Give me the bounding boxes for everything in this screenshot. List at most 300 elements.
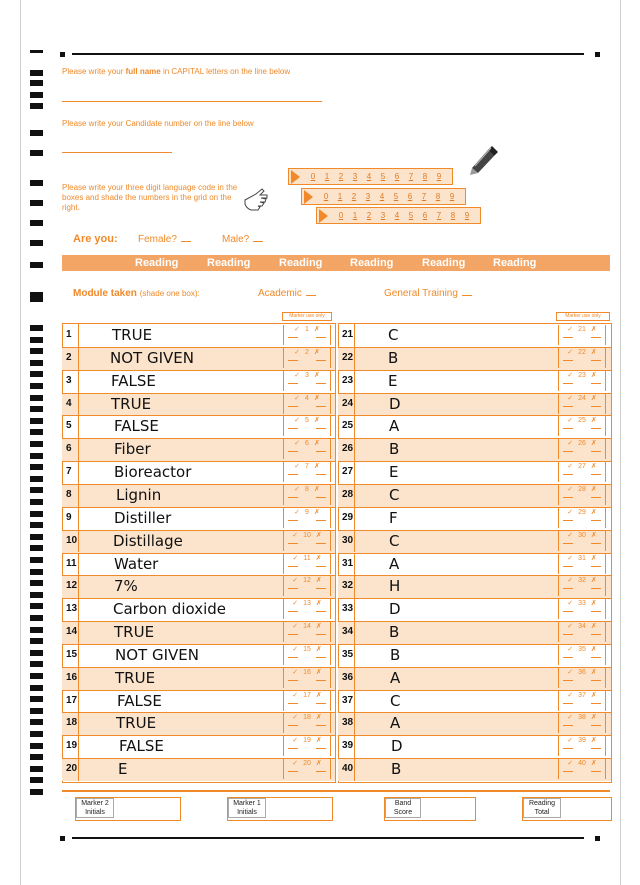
male-option[interactable]: Male? bbox=[222, 234, 263, 245]
row-divider bbox=[354, 484, 355, 507]
answer-text[interactable]: C bbox=[388, 326, 399, 344]
tick-icon: ✓ bbox=[567, 600, 574, 608]
answer-text[interactable]: B bbox=[391, 760, 402, 779]
question-number: 17 bbox=[66, 694, 78, 706]
cross-icon: ✗ bbox=[590, 394, 597, 402]
answer-text[interactable]: A bbox=[389, 417, 400, 436]
marker-box[interactable] bbox=[558, 759, 606, 779]
answer-text[interactable]: A bbox=[390, 714, 401, 733]
tick-icon: ✓ bbox=[567, 577, 574, 585]
marker-question-number: 24 bbox=[578, 394, 586, 402]
marker-box[interactable] bbox=[283, 416, 331, 436]
marker-question-number: 15 bbox=[303, 645, 311, 653]
digit-option[interactable]: 5 bbox=[393, 192, 399, 201]
timing-mark bbox=[30, 592, 43, 598]
marker-box[interactable] bbox=[283, 439, 331, 459]
corner-mark bbox=[60, 836, 65, 841]
question-number: 32 bbox=[342, 580, 354, 592]
marker-question-number: 13 bbox=[303, 600, 311, 608]
marker-question-number: 7 bbox=[305, 463, 309, 471]
row-divider bbox=[78, 735, 79, 758]
timing-mark bbox=[30, 180, 43, 186]
timing-mark bbox=[30, 685, 43, 691]
marker-question-number: 10 bbox=[303, 531, 311, 539]
cross-icon: ✗ bbox=[590, 760, 597, 768]
language-code-digit-strip-1[interactable] bbox=[288, 168, 453, 185]
answer-text[interactable]: TRUE bbox=[115, 668, 156, 687]
digit-option[interactable]: 9 bbox=[436, 172, 442, 181]
row-divider bbox=[354, 530, 355, 553]
question-number: 2 bbox=[66, 351, 72, 363]
question-number: 34 bbox=[342, 626, 354, 638]
question-number: 12 bbox=[66, 580, 78, 592]
row-divider bbox=[354, 347, 355, 370]
question-number: 29 bbox=[342, 511, 354, 523]
timing-mark bbox=[30, 337, 43, 343]
answer-text[interactable]: C bbox=[389, 485, 400, 504]
timing-mark bbox=[30, 371, 43, 377]
page-edge-left bbox=[20, 0, 21, 885]
row-divider bbox=[78, 553, 79, 576]
cross-icon: ✗ bbox=[315, 714, 322, 722]
digit-option[interactable]: 8 bbox=[422, 172, 428, 181]
marker-question-number: 33 bbox=[578, 600, 586, 608]
cross-icon: ✗ bbox=[315, 531, 322, 539]
tick-icon: ✓ bbox=[294, 348, 301, 356]
row-divider bbox=[78, 324, 79, 347]
marker-box[interactable] bbox=[283, 325, 331, 345]
tick-icon: ✓ bbox=[567, 760, 574, 768]
marker-question-number: 28 bbox=[578, 485, 586, 493]
answer-text[interactable]: E bbox=[118, 760, 128, 779]
marker-question-number: 18 bbox=[303, 714, 311, 722]
marker-question-number: 31 bbox=[578, 554, 586, 562]
answer-text[interactable]: FALSE bbox=[117, 691, 162, 710]
marker-box[interactable] bbox=[558, 599, 606, 619]
timing-mark bbox=[30, 395, 43, 401]
row-divider bbox=[78, 644, 79, 667]
digit-option[interactable]: 5 bbox=[408, 211, 414, 220]
tick-icon: ✓ bbox=[292, 714, 299, 722]
answer-text[interactable]: FALSE bbox=[114, 417, 159, 436]
row-divider bbox=[78, 347, 79, 370]
timing-mark bbox=[30, 130, 43, 136]
tick-icon: ✓ bbox=[567, 326, 574, 333]
digit-option[interactable]: 6 bbox=[422, 211, 428, 220]
marker-question-number: 34 bbox=[578, 623, 586, 631]
marker-question-number: 2 bbox=[305, 348, 309, 356]
answer-text[interactable]: FALSE bbox=[111, 371, 156, 390]
row-divider bbox=[78, 370, 79, 393]
timing-mark bbox=[30, 557, 43, 563]
marker-box[interactable] bbox=[558, 713, 606, 733]
cross-icon: ✗ bbox=[590, 623, 597, 631]
question-number: 33 bbox=[342, 603, 354, 615]
row-divider bbox=[354, 621, 355, 644]
answer-text[interactable]: D bbox=[391, 737, 403, 756]
row-divider bbox=[354, 415, 355, 438]
marker-box[interactable] bbox=[558, 736, 606, 756]
question-number: 11 bbox=[66, 557, 77, 569]
digit-option[interactable]: 8 bbox=[435, 192, 441, 201]
row-divider bbox=[78, 712, 79, 735]
marker-box[interactable] bbox=[558, 508, 606, 528]
cross-icon: ✗ bbox=[590, 371, 597, 379]
question-number: 36 bbox=[342, 671, 354, 683]
timing-mark bbox=[30, 240, 43, 246]
marker-box[interactable] bbox=[558, 645, 606, 665]
marker-box[interactable] bbox=[283, 622, 331, 642]
question-number: 5 bbox=[66, 420, 72, 432]
answer-text[interactable]: D bbox=[389, 600, 401, 619]
cross-icon: ✗ bbox=[315, 577, 322, 585]
cross-icon: ✗ bbox=[590, 714, 597, 722]
general-training-option[interactable]: General Training bbox=[384, 288, 472, 299]
marker-box[interactable] bbox=[283, 576, 331, 596]
marker-question-number: 36 bbox=[578, 668, 586, 676]
answer-text[interactable]: Fiber bbox=[114, 440, 151, 459]
question-number: 31 bbox=[342, 557, 354, 569]
marker-box[interactable] bbox=[558, 622, 606, 642]
marker-box[interactable] bbox=[558, 394, 606, 414]
answer-text[interactable]: TRUE bbox=[112, 326, 153, 344]
reading-total-label: Reading Total bbox=[523, 798, 561, 818]
row-divider bbox=[78, 461, 79, 484]
answer-text[interactable]: Distillage bbox=[113, 531, 183, 550]
question-number: 3 bbox=[66, 374, 72, 386]
gender-question: Are you: bbox=[73, 233, 118, 245]
language-code-digit-strip-3[interactable] bbox=[316, 207, 481, 224]
answer-text[interactable]: TRUE bbox=[111, 394, 152, 413]
answer-text[interactable]: 7% bbox=[114, 577, 138, 596]
marker-box[interactable] bbox=[283, 736, 331, 756]
digit-option[interactable]: 0 bbox=[323, 192, 329, 201]
marker-box[interactable] bbox=[283, 462, 331, 482]
question-number: 30 bbox=[342, 534, 354, 546]
marker-box[interactable] bbox=[283, 691, 331, 711]
cross-icon: ✗ bbox=[313, 485, 320, 493]
answer-text[interactable]: TRUE bbox=[114, 623, 155, 642]
tick-icon: ✓ bbox=[292, 623, 299, 631]
timing-mark bbox=[30, 754, 43, 760]
cross-icon: ✗ bbox=[313, 508, 320, 516]
timing-mark bbox=[30, 453, 43, 459]
digit-option[interactable]: 9 bbox=[449, 192, 455, 201]
cross-icon: ✗ bbox=[315, 691, 322, 699]
cross-icon: ✗ bbox=[590, 326, 597, 333]
band-label: Reading bbox=[422, 257, 466, 269]
marker-box[interactable] bbox=[283, 394, 331, 414]
marker-box[interactable] bbox=[283, 668, 331, 688]
digit-option[interactable]: 2 bbox=[338, 172, 344, 181]
digit-option[interactable]: 4 bbox=[394, 211, 400, 220]
digit-option[interactable]: 0 bbox=[338, 211, 344, 220]
cross-icon: ✗ bbox=[590, 691, 597, 699]
timing-mark bbox=[30, 418, 43, 424]
row-divider bbox=[78, 667, 79, 690]
female-option[interactable]: Female? bbox=[138, 234, 191, 245]
tick-icon: ✓ bbox=[567, 668, 574, 676]
timing-mark bbox=[30, 511, 43, 517]
tick-icon: ✓ bbox=[294, 463, 301, 471]
timing-mark bbox=[30, 292, 43, 302]
answer-text[interactable]: Water bbox=[114, 554, 159, 573]
tick-icon: ✓ bbox=[294, 508, 301, 516]
marker-box[interactable] bbox=[558, 531, 606, 551]
digit-option[interactable]: 1 bbox=[337, 192, 343, 201]
academic-option[interactable]: Academic bbox=[258, 288, 316, 299]
timing-mark bbox=[30, 80, 43, 86]
cross-icon: ✗ bbox=[590, 348, 597, 356]
band-label: Reading bbox=[135, 257, 179, 269]
digit-option[interactable]: 7 bbox=[436, 211, 442, 220]
tick-icon: ✓ bbox=[567, 508, 574, 516]
question-number: 16 bbox=[66, 671, 78, 683]
marker-box[interactable] bbox=[558, 348, 606, 368]
timing-mark bbox=[30, 348, 43, 354]
row-divider bbox=[354, 575, 355, 598]
digit-option[interactable]: 2 bbox=[351, 192, 357, 201]
tick-icon: ✓ bbox=[567, 531, 574, 539]
footer-rule bbox=[62, 790, 610, 792]
language-code-digit-strip-2[interactable] bbox=[301, 188, 466, 205]
timing-mark bbox=[30, 569, 43, 575]
cross-icon: ✗ bbox=[315, 600, 322, 608]
question-number: 37 bbox=[342, 694, 354, 706]
marker-question-number: 40 bbox=[578, 760, 586, 768]
marker-box[interactable] bbox=[558, 325, 606, 345]
answer-text[interactable]: C bbox=[389, 531, 400, 550]
answer-text[interactable]: H bbox=[389, 577, 401, 596]
tick-icon: ✓ bbox=[294, 326, 301, 333]
marker-box[interactable] bbox=[283, 554, 331, 574]
digit-option[interactable]: 6 bbox=[394, 172, 400, 181]
digit-option[interactable]: 9 bbox=[464, 211, 470, 220]
question-number: 21 bbox=[342, 329, 354, 340]
cross-icon: ✗ bbox=[590, 645, 597, 653]
language-code-instruction: Please write your three digit language code in the boxes and shade the numbers in the grid on the right. bbox=[62, 183, 238, 212]
marker-question-number: 38 bbox=[578, 714, 586, 722]
marker-question-number: 32 bbox=[578, 577, 586, 585]
corner-mark bbox=[595, 52, 600, 57]
digit-option[interactable]: 2 bbox=[366, 211, 372, 220]
bottom-rule bbox=[72, 837, 584, 839]
row-divider bbox=[354, 461, 355, 484]
row-divider bbox=[354, 507, 355, 530]
marker-question-number: 16 bbox=[303, 668, 311, 676]
cross-icon: ✗ bbox=[315, 737, 322, 745]
answer-text[interactable]: Bioreactor bbox=[114, 463, 192, 482]
row-divider bbox=[78, 438, 79, 461]
timing-mark bbox=[30, 719, 43, 725]
digit-option[interactable]: 3 bbox=[352, 172, 358, 181]
question-number: 1 bbox=[66, 329, 72, 340]
timing-mark bbox=[30, 743, 43, 749]
question-number: 13 bbox=[66, 603, 78, 615]
question-number: 39 bbox=[342, 740, 354, 752]
tick-icon: ✓ bbox=[567, 371, 574, 379]
marker1-initials-label: Marker 1 Initials bbox=[228, 798, 266, 818]
answer-text[interactable]: E bbox=[389, 463, 399, 482]
row-divider bbox=[78, 415, 79, 438]
answer-text[interactable]: B bbox=[389, 623, 400, 642]
row-divider bbox=[354, 758, 355, 781]
tick-icon: ✓ bbox=[567, 348, 574, 356]
marker-question-number: 11 bbox=[303, 554, 311, 562]
answer-text[interactable]: Lignin bbox=[116, 485, 162, 504]
answer-text[interactable]: B bbox=[388, 348, 399, 367]
cross-icon: ✗ bbox=[590, 463, 597, 471]
cross-icon: ✗ bbox=[590, 737, 597, 745]
timing-mark bbox=[30, 731, 43, 737]
strip-arrow-icon bbox=[304, 190, 313, 204]
question-number: 6 bbox=[66, 443, 72, 455]
row-divider bbox=[354, 393, 355, 416]
row-divider bbox=[354, 370, 355, 393]
answer-text[interactable]: FALSE bbox=[119, 737, 164, 756]
candidate-number-line[interactable] bbox=[62, 152, 172, 153]
marker-box[interactable] bbox=[558, 668, 606, 688]
answer-text[interactable]: Distiller bbox=[114, 508, 172, 527]
answer-text[interactable]: Carbon dioxide bbox=[113, 600, 227, 619]
digit-option[interactable]: 8 bbox=[450, 211, 456, 220]
answer-text[interactable]: D bbox=[389, 394, 401, 413]
marker-box[interactable] bbox=[558, 439, 606, 459]
tick-icon: ✓ bbox=[567, 737, 574, 745]
timing-mark bbox=[30, 603, 43, 609]
tick-icon: ✓ bbox=[567, 485, 574, 493]
digit-option[interactable]: 1 bbox=[352, 211, 358, 220]
marker-question-number: 6 bbox=[305, 440, 309, 448]
full-name-instruction: Please write your full name in CAPITAL letters on the line below bbox=[62, 67, 291, 76]
question-number: 14 bbox=[66, 626, 78, 638]
row-divider bbox=[78, 758, 79, 781]
marker-box[interactable] bbox=[558, 485, 606, 505]
strip-arrow-icon bbox=[291, 170, 300, 184]
reading-band bbox=[62, 255, 610, 271]
marker-box[interactable] bbox=[283, 508, 331, 528]
marker-question-number: 39 bbox=[578, 737, 586, 745]
digit-option[interactable]: 4 bbox=[366, 172, 372, 181]
marker-box[interactable] bbox=[558, 371, 606, 391]
tick-icon: ✓ bbox=[567, 417, 574, 425]
cross-icon: ✗ bbox=[313, 394, 320, 402]
question-number: 26 bbox=[342, 443, 354, 455]
answer-text[interactable]: B bbox=[389, 440, 400, 459]
band-label: Reading bbox=[350, 257, 394, 269]
marker-box[interactable] bbox=[283, 485, 331, 505]
timing-mark bbox=[30, 441, 43, 447]
row-divider bbox=[78, 530, 79, 553]
marker-box[interactable] bbox=[558, 691, 606, 711]
digit-option[interactable]: 7 bbox=[408, 172, 414, 181]
cross-icon: ✗ bbox=[590, 531, 597, 539]
timing-mark bbox=[30, 220, 43, 226]
digit-option[interactable]: 5 bbox=[380, 172, 386, 181]
question-number: 9 bbox=[66, 511, 72, 523]
marker-question-number: 17 bbox=[303, 691, 311, 699]
cross-icon: ✗ bbox=[590, 508, 597, 516]
cross-icon: ✗ bbox=[315, 668, 322, 676]
tick-icon: ✓ bbox=[292, 760, 299, 768]
tick-icon: ✓ bbox=[567, 394, 574, 402]
marker-box[interactable] bbox=[283, 531, 331, 551]
tick-icon: ✓ bbox=[567, 463, 574, 471]
answer-text[interactable]: NOT GIVEN bbox=[110, 348, 194, 367]
marker-box[interactable] bbox=[283, 759, 331, 779]
timing-mark bbox=[30, 200, 43, 206]
marker-question-number: 22 bbox=[578, 348, 586, 356]
marker-box[interactable] bbox=[283, 713, 331, 733]
marker-question-number: 9 bbox=[305, 508, 309, 516]
answer-text[interactable]: NOT GIVEN bbox=[115, 645, 199, 664]
tick-icon: ✓ bbox=[567, 554, 574, 562]
marker-question-number: 12 bbox=[303, 577, 311, 585]
answer-text[interactable]: A bbox=[390, 668, 401, 687]
marker-question-number: 37 bbox=[578, 691, 586, 699]
timing-mark bbox=[30, 476, 43, 482]
band-label: Reading bbox=[493, 257, 537, 269]
cross-icon: ✗ bbox=[313, 326, 320, 333]
marker-box[interactable] bbox=[558, 576, 606, 596]
timing-mark bbox=[30, 534, 43, 540]
digit-option[interactable]: 7 bbox=[421, 192, 427, 201]
answer-text[interactable]: E bbox=[388, 371, 398, 390]
marker-box[interactable] bbox=[283, 599, 331, 619]
marker-box[interactable] bbox=[558, 462, 606, 482]
digit-option[interactable]: 3 bbox=[365, 192, 371, 201]
digit-option[interactable]: 1 bbox=[324, 172, 330, 181]
row-divider bbox=[354, 735, 355, 758]
question-number: 20 bbox=[66, 763, 78, 775]
timing-mark bbox=[30, 789, 43, 795]
answer-text[interactable]: A bbox=[389, 554, 400, 573]
digit-option[interactable]: 4 bbox=[379, 192, 385, 201]
question-number: 40 bbox=[342, 763, 354, 775]
marker-box[interactable] bbox=[283, 348, 331, 368]
marker-box[interactable] bbox=[283, 645, 331, 665]
digit-option[interactable]: 6 bbox=[407, 192, 413, 201]
answer-text[interactable]: C bbox=[390, 691, 401, 710]
timing-mark bbox=[30, 103, 43, 109]
marker-box[interactable] bbox=[558, 416, 606, 436]
row-divider bbox=[354, 712, 355, 735]
marker-question-number: 35 bbox=[578, 645, 586, 653]
full-name-line[interactable] bbox=[62, 101, 322, 102]
digit-option[interactable]: 3 bbox=[380, 211, 386, 220]
answer-text[interactable]: TRUE bbox=[116, 714, 157, 733]
timing-mark bbox=[30, 650, 43, 656]
digit-option[interactable]: 0 bbox=[310, 172, 316, 181]
corner-mark bbox=[595, 836, 600, 841]
marker-question-number: 23 bbox=[578, 371, 586, 379]
answer-text[interactable]: F bbox=[389, 508, 398, 527]
marker-question-number: 8 bbox=[305, 485, 309, 493]
row-divider bbox=[354, 324, 355, 347]
marker-box[interactable] bbox=[283, 371, 331, 391]
timing-mark bbox=[30, 708, 43, 714]
timing-mark bbox=[30, 545, 43, 551]
marker-box[interactable] bbox=[558, 554, 606, 574]
tick-icon: ✓ bbox=[294, 485, 301, 493]
tick-icon: ✓ bbox=[294, 394, 301, 402]
cross-icon: ✗ bbox=[315, 623, 322, 631]
answer-text[interactable]: B bbox=[390, 645, 401, 664]
cross-icon: ✗ bbox=[315, 554, 322, 562]
question-number: 19 bbox=[66, 740, 78, 752]
tick-icon: ✓ bbox=[294, 371, 301, 379]
timing-mark bbox=[30, 522, 43, 528]
